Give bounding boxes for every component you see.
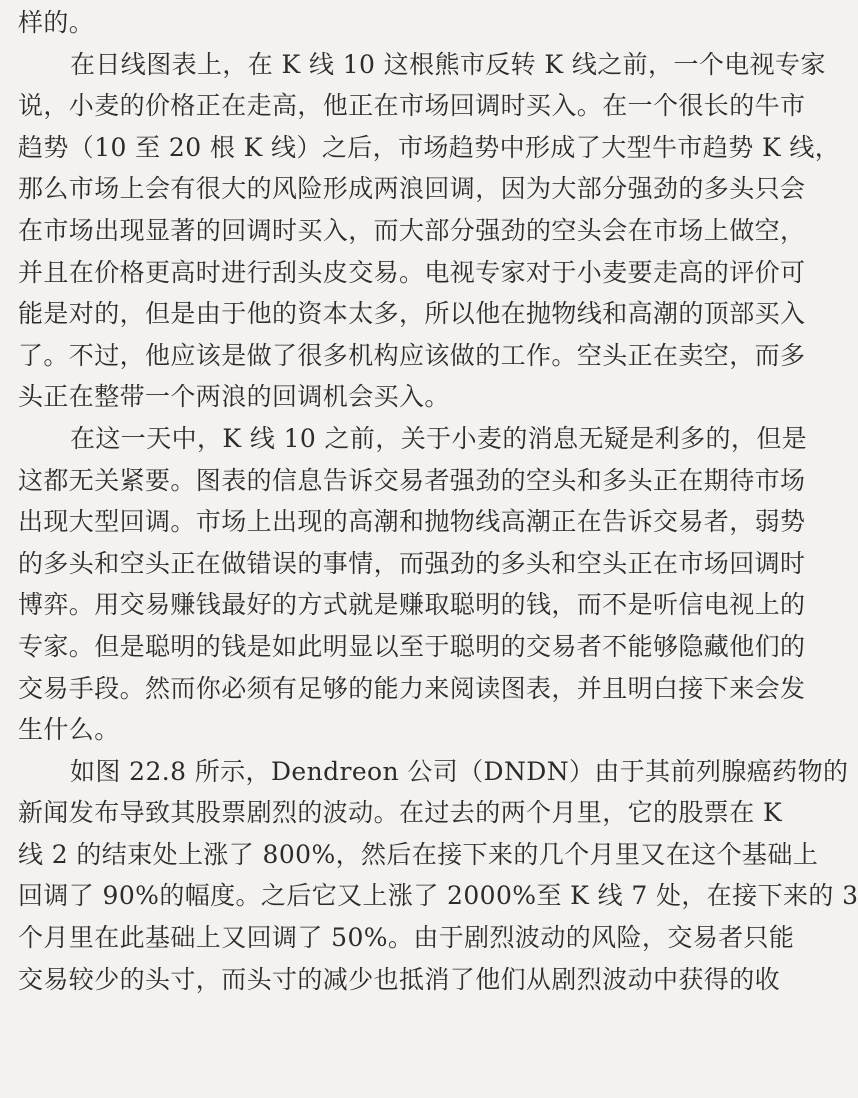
text-line: 生什么。: [18, 715, 120, 745]
text-line: 了。不过，他应该是做了很多机构应该做的工作。空头正在卖空，而多: [18, 340, 806, 370]
text-line: 那么市场上会有很大的风险形成两浪回调，因为大部分强劲的多头只会: [18, 174, 806, 204]
text-line: 个月里在此基础上又回调了 50%。由于剧烈波动的风险，交易者只能: [18, 923, 795, 953]
text-line: 能是对的，但是由于他的资本太多，所以他在抛物线和高潮的顶部买入: [18, 299, 806, 329]
text-line: 头正在整带一个两浪的回调机会买入。: [18, 382, 450, 412]
text-line: 说，小麦的价格正在走高，他正在市场回调时买入。在一个很长的牛市: [18, 91, 806, 121]
text-line: 在日线图表上，在 K 线 10 这根熊市反转 K 线之前，一个电视专家: [70, 49, 826, 79]
text-line: 在这一天中，K 线 10 之前，关于小麦的消息无疑是利多的，但是: [70, 423, 808, 453]
text-line: 样的。: [18, 8, 95, 37]
text-line: 趋势（10 至 20 根 K 线）之后，市场趋势中形成了大型牛市趋势 K 线，: [18, 132, 841, 162]
text-line: 新闻发布导致其股票剧烈的波动。在过去的两个月里，它的股票在 K: [18, 798, 783, 828]
text-line: 线 2 的结束处上涨了 800%，然后在接下来的几个月里又在这个基础上: [18, 839, 819, 869]
text-line: 博弈。用交易赚钱最好的方式就是赚取聪明的钱，而不是听信电视上的: [18, 590, 806, 620]
text-line: 如图 22.8 所示，Dendreon 公司（DNDN）由于其前列腺癌药物的: [70, 756, 849, 786]
text-line: 出现大型回调。市场上出现的高潮和抛物线高潮正在告诉交易者，弱势: [18, 507, 806, 537]
text-line: 这都无关紧要。图表的信息告诉交易者强劲的空头和多头正在期待市场: [18, 465, 806, 495]
text-line: 在市场出现显著的回调时买入，而大部分强劲的空头会在市场上做空，: [18, 215, 806, 245]
text-line: 回调了 90%的幅度。之后它又上涨了 2000%至 K 线 7 处，在接下来的 3: [18, 881, 858, 911]
text-line: 交易手段。然而你必须有足够的能力来阅读图表，并且明白接下来会发: [18, 673, 806, 703]
text-line: 专家。但是聪明的钱是如此明显以至于聪明的交易者不能够隐藏他们的: [18, 631, 806, 661]
text-line: 交易较少的头寸，而头寸的减少也抵消了他们从剧烈波动中获得的收: [18, 964, 781, 994]
text-line: 的多头和空头正在做错误的事情，而强劲的多头和空头正在市场回调时: [18, 548, 806, 578]
text-line: 并且在价格更高时进行刮头皮交易。电视专家对于小麦要走高的评价可: [18, 257, 806, 287]
